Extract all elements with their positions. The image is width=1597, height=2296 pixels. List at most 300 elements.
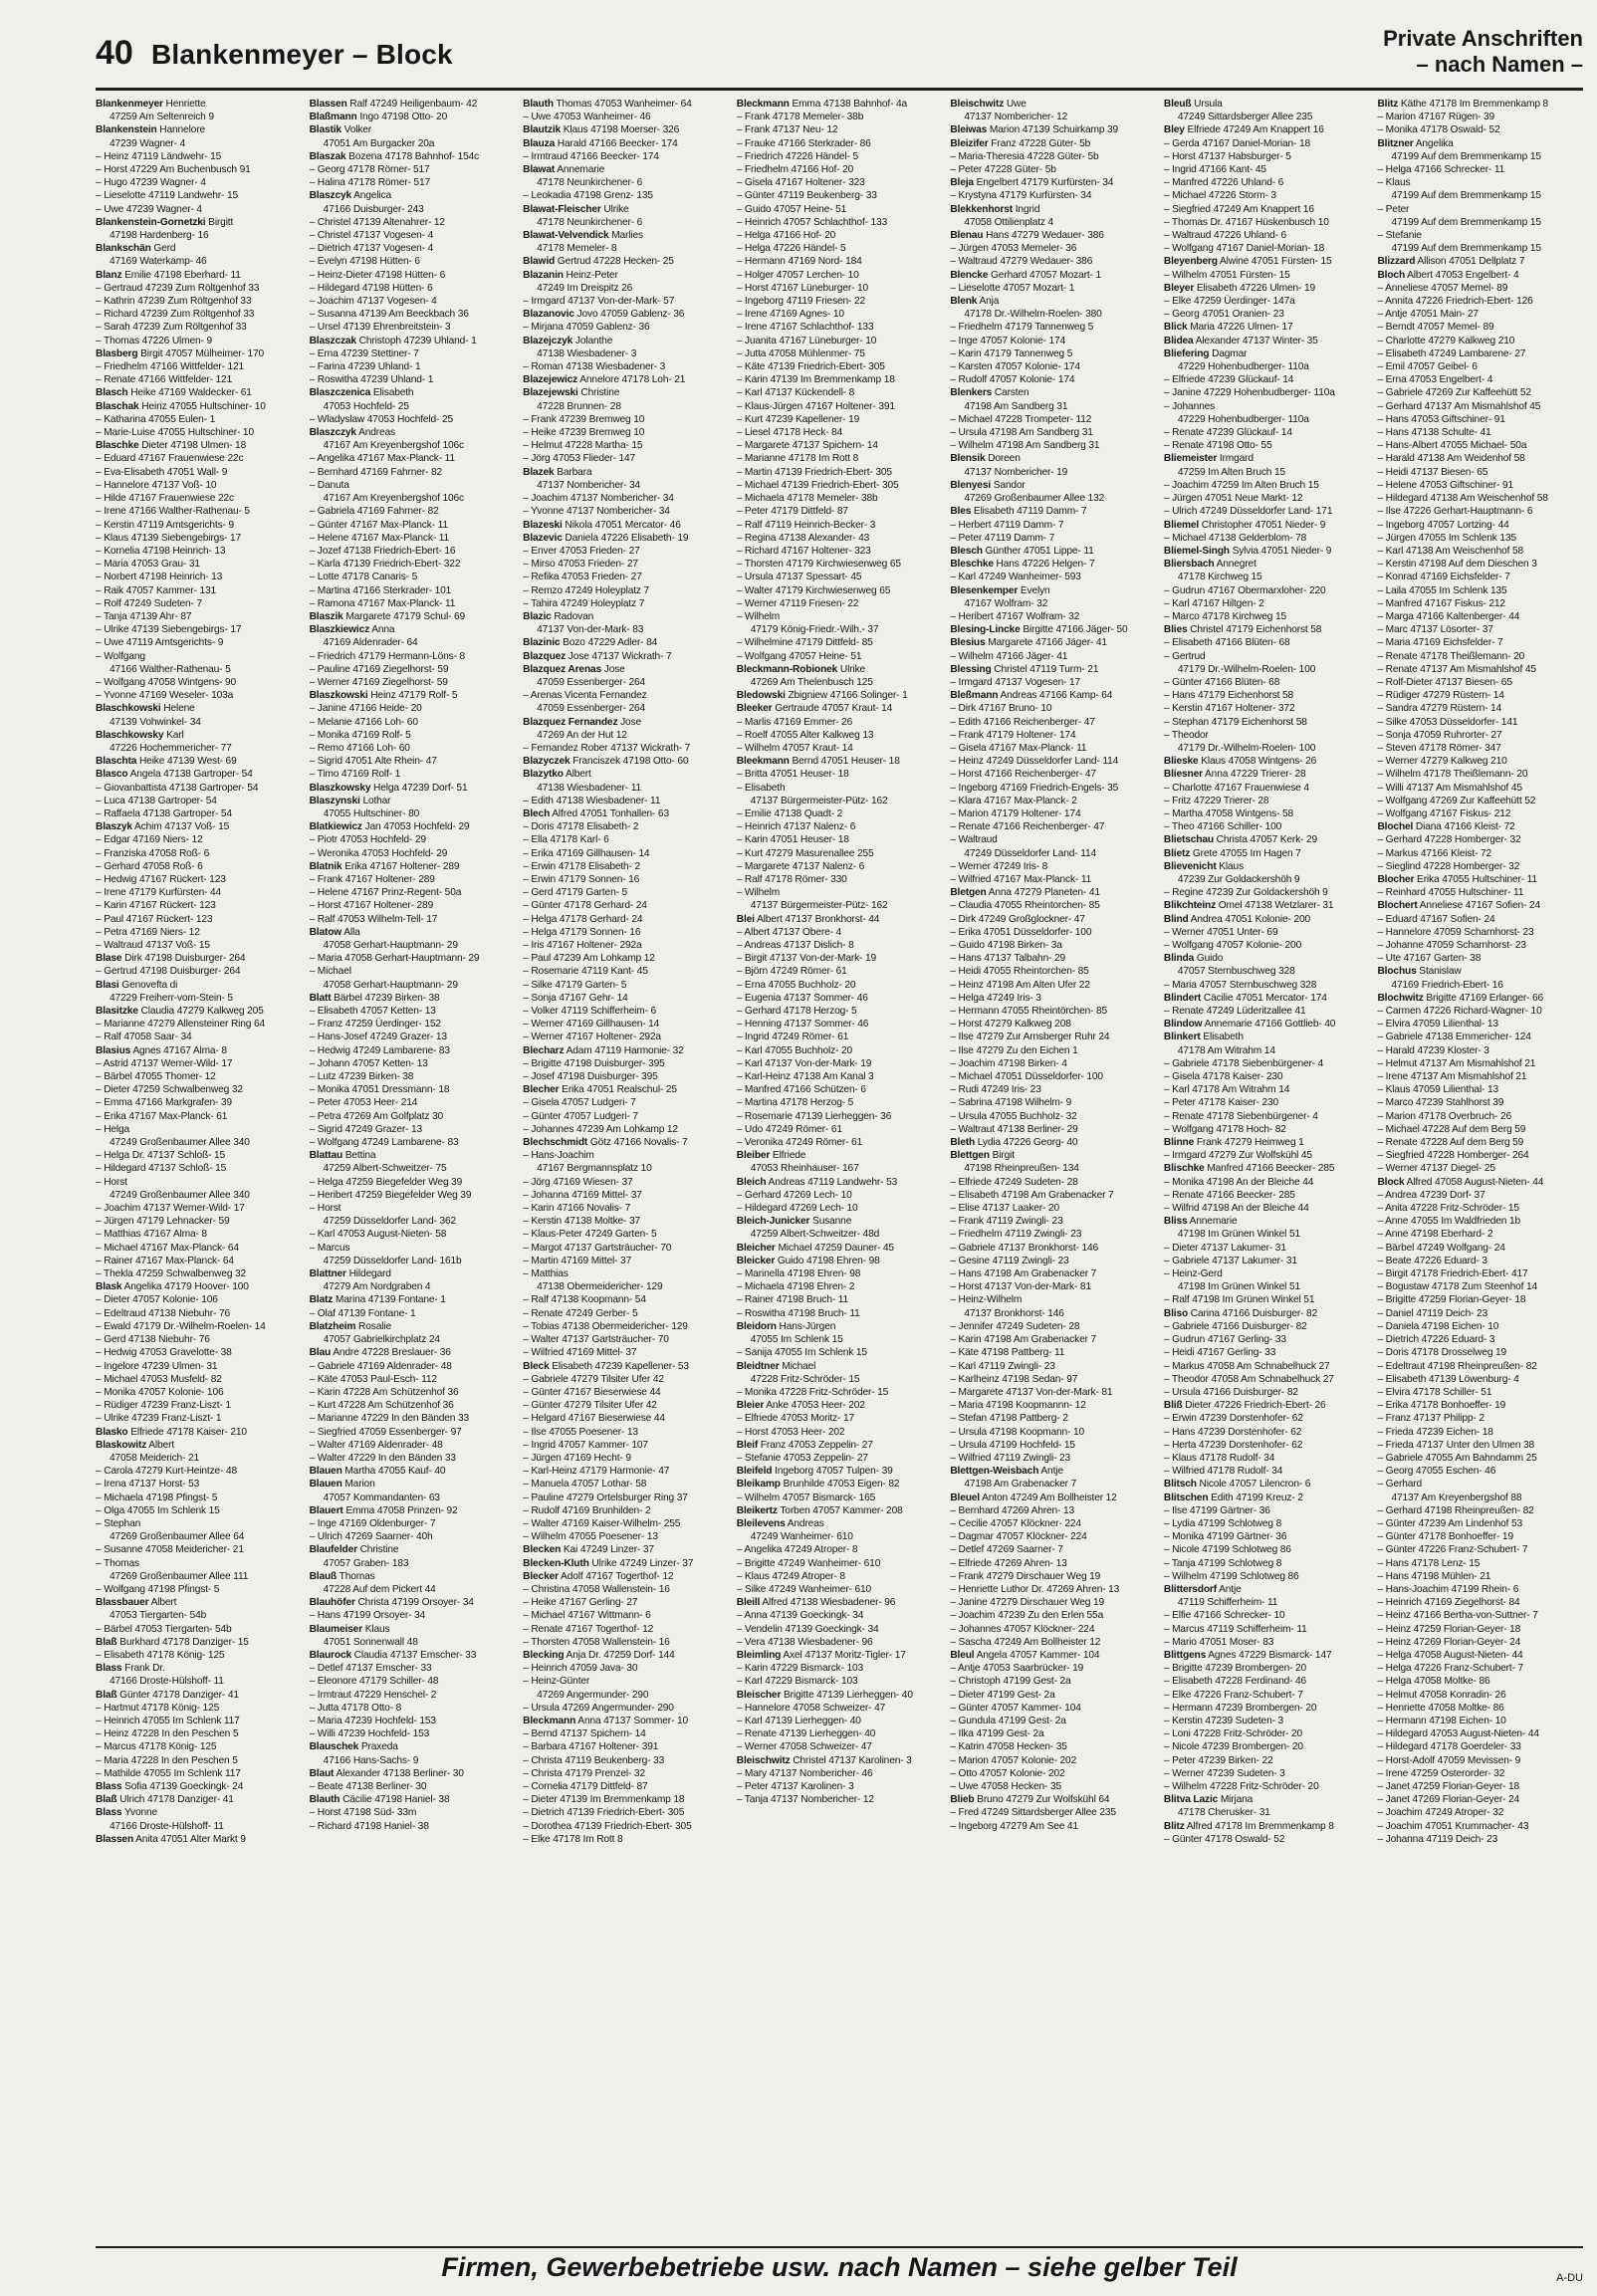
directory-entry [310, 558, 516, 571]
entry-details: Claudia 47137 Emscher- 33 [353, 1649, 477, 1661]
entry-details: – Günter 47057 Ludgeri- 7 [523, 1110, 638, 1122]
entry-details: Günther 47051 Lippe- 11 [985, 545, 1094, 557]
surname: Blievenicht [1163, 860, 1217, 872]
directory-entry [950, 242, 1156, 255]
directory-entry [96, 1465, 302, 1478]
entry-details: – Jutta 47058 Mühlenmer- 75 [736, 347, 865, 359]
entry-details: – Erwin 47239 Dorstenhofer- 62 [1163, 1413, 1303, 1425]
entry-details: – Hans 47138 Schulte- 41 [1377, 427, 1491, 439]
entry-details: – Susanne 47058 Meidericher- 21 [96, 1544, 244, 1556]
entry-details: – Werner 47169 Ziegelhorst- 59 [309, 676, 448, 688]
entry-details: 47229 Freiherr-vom-Stein- 5 [110, 992, 233, 1004]
entry-details: – Petra 47169 Niers- 12 [96, 926, 200, 938]
directory-entry [1164, 1123, 1370, 1136]
directory-entry [1377, 492, 1583, 505]
entry-details: – Elfriede 47053 Moritz- 17 [736, 1413, 854, 1425]
directory-entry [310, 295, 516, 308]
directory-entry [310, 965, 516, 978]
entry-details: 47249 Düsseldorfer Land- 114 [964, 847, 1096, 859]
directory-entry [310, 1412, 516, 1425]
directory-entry [310, 1255, 516, 1267]
entry-details: Torben 47057 Kammer- 208 [780, 1504, 903, 1516]
directory-entry [1377, 519, 1583, 532]
directory-entry [737, 282, 943, 295]
surname: Bleeker [736, 703, 773, 715]
entry-details: 47249 Wanheimer- 610 [750, 1531, 853, 1543]
entry-details: – Gesine 47119 Zwingli- 23 [950, 1255, 1069, 1266]
surname: Blauth [309, 1794, 341, 1806]
directory-entry [96, 1386, 302, 1399]
directory-entry [1377, 1689, 1583, 1702]
entry-details: – Helgard 47167 Bieserwiese 44 [523, 1413, 665, 1425]
directory-entry [1164, 1702, 1370, 1715]
surname: Blikchteinz [1163, 900, 1217, 912]
directory-entry [523, 1426, 729, 1439]
directory-entry [1377, 242, 1583, 255]
entry-details: – Frank 47119 Zwingli- 23 [950, 1216, 1063, 1228]
directory-entry [96, 1675, 302, 1688]
entry-details: – Sandra 47279 Rüstern- 14 [1377, 703, 1502, 715]
directory-entry [310, 1149, 516, 1162]
entry-details: Erika 47051 Realschul- 25 [562, 1084, 677, 1096]
directory-entry [737, 860, 943, 873]
entry-details: Annelore 47178 Loh- 21 [579, 374, 686, 386]
entry-details: – Kurt 47239 Kapellener- 19 [736, 413, 860, 425]
entry-details: – Wilhelm [736, 610, 781, 622]
directory-entry [96, 755, 302, 768]
entry-details: – Anne 47198 Eberhard- 2 [1377, 1229, 1493, 1241]
directory-entry [523, 755, 729, 768]
directory-entry [96, 505, 302, 518]
entry-details: – Waltraud 47226 Uhland- 6 [1163, 230, 1287, 242]
entry-details: – Carmen 47226 Richard-Wagner- 10 [1377, 1006, 1542, 1018]
entry-details: – Karin 47051 Heuser- 18 [736, 834, 849, 846]
entry-details: – Hildegard 47053 August-Nieten- 44 [1377, 1728, 1539, 1740]
directory-entry [1164, 426, 1370, 439]
entry-details: 47137 Bronkhorst- 146 [964, 1307, 1064, 1319]
directory-entry [96, 873, 302, 886]
directory-entry [1377, 1780, 1583, 1793]
entry-details: – Gabriele 47137 Lakumer- 31 [1163, 1255, 1297, 1266]
directory-entry [1377, 1242, 1583, 1255]
directory-entry [310, 597, 516, 610]
directory-entry [950, 1373, 1156, 1386]
directory-entry [523, 742, 729, 755]
entry-details: – Thomas [96, 1557, 139, 1569]
directory-entry [737, 1492, 943, 1504]
entry-details: – Klara 47167 Max-Planck- 2 [950, 795, 1077, 806]
directory-entry [1377, 1202, 1583, 1215]
directory-entry [96, 1044, 302, 1057]
directory-entry [96, 847, 302, 860]
entry-details: Hannelore [159, 124, 205, 136]
entry-details: 47259 Albert-Schweitzer- 75 [323, 1163, 447, 1175]
entry-details: – Helene 47167 Prinz-Regent- 50a [309, 887, 462, 899]
directory-entry [737, 1426, 943, 1439]
entry-details: – Martha 47058 Wintgens- 58 [1163, 807, 1294, 819]
entry-details: Hans 47226 Helgen- 7 [996, 559, 1095, 571]
entry-details: – Marion 47167 Rügen- 39 [1377, 112, 1495, 123]
entry-details: – Heinz 47269 Florian-Geyer- 24 [1377, 1636, 1521, 1648]
entry-details: – Joachim 47259 Im Alten Bruch 15 [1163, 479, 1319, 491]
directory-entry [950, 833, 1156, 846]
entry-details: – Horst 47137 Habsburger- 5 [1163, 150, 1291, 162]
directory-entry [523, 663, 729, 676]
entry-details: – Karin 47228 Am Schützenhof 36 [309, 1386, 459, 1398]
directory-entry [1164, 466, 1370, 479]
entry-details: – Anne 47055 Im Waldfrieden 1b [1377, 1216, 1520, 1228]
entry-details: 47058 Gerhart-Hauptmann- 29 [323, 979, 458, 991]
directory-entry [523, 1333, 729, 1346]
directory-entry [737, 1399, 943, 1412]
directory-entry [950, 1320, 1156, 1333]
directory-entry [1164, 519, 1370, 532]
surname: Bleischer [736, 1689, 782, 1701]
entry-details: – Peter 47053 Heer- 214 [309, 1097, 418, 1109]
directory-entry [310, 650, 516, 663]
directory-column [1377, 98, 1583, 2240]
surname: Blittgens [1163, 1649, 1207, 1661]
directory-entry [737, 1439, 943, 1452]
entry-details: – Karl-Heinz 47138 Am Kanal 3 [736, 1071, 874, 1083]
directory-entry [310, 203, 516, 216]
directory-entry [96, 1636, 302, 1649]
entry-details: – Heinz-Gerd [1163, 1268, 1223, 1280]
directory-column [523, 98, 729, 2240]
entry-details: Klaus 47198 Moerser- 326 [563, 124, 680, 136]
entry-details: – Gerhard 47058 Roß- 6 [96, 860, 203, 872]
surname: Blick [1163, 322, 1188, 334]
entry-details: Alfred 47138 Wiesbadener- 96 [762, 1597, 896, 1609]
directory-entry [523, 1293, 729, 1306]
entry-details: – Joachim 47051 Krummacher- 43 [1377, 1820, 1529, 1832]
directory-entry [737, 663, 943, 676]
entry-details: – Gerhard 47198 Rheinpreußen- 82 [1377, 1504, 1534, 1516]
entry-details: – Sonja 47167 Gehr- 14 [523, 992, 628, 1004]
entry-details: Michael 47259 Dauner- 45 [778, 1242, 894, 1254]
entry-details: – Karl 47053 August-Nieten- 58 [309, 1229, 447, 1241]
entry-details: – Mirso 47053 Frieden- 27 [523, 559, 638, 571]
entry-details: Hans-Jürgen [779, 1320, 836, 1332]
entry-details: – Marianne 47229 In den Bänden 33 [309, 1413, 470, 1425]
directory-entry [950, 1636, 1156, 1649]
entry-details: – Nicole 47239 Brombergen- 20 [1163, 1741, 1303, 1753]
surname: Blinne [1163, 1137, 1195, 1149]
surname: Blass [96, 1781, 122, 1792]
surname: Bleckmann [523, 1715, 576, 1726]
entry-details: – Helga 47226 Händel- 5 [736, 243, 846, 255]
directory-entry [950, 1228, 1156, 1241]
directory-entry [96, 386, 302, 399]
entry-details: – Werner 47051 Unter- 69 [1163, 926, 1278, 938]
entry-details: Albert [150, 1597, 177, 1609]
entry-details: 47259 Am Seltenreich 9 [110, 112, 214, 123]
directory-entry [737, 1412, 943, 1425]
entry-details: – Werner 47239 Sudeten- 3 [1163, 1767, 1285, 1779]
entry-details: – Ralf 47058 Saar- 34 [96, 1032, 192, 1043]
entry-details: Anna [371, 624, 395, 636]
directory-entry [950, 1293, 1156, 1306]
entry-details: – Christel 47137 Vogesen- 4 [309, 230, 434, 242]
directory-entry [523, 282, 729, 295]
directory-entry [310, 189, 516, 202]
entry-details: – Angelika 47167 Max-Planck- 11 [309, 453, 455, 465]
entry-details: Cäcilie 47051 Mercator- 174 [1203, 992, 1327, 1004]
directory-entry [950, 979, 1156, 992]
entry-details: Andreas [787, 1517, 824, 1529]
entry-details: Helene [163, 703, 195, 715]
entry-details: Barbara [557, 466, 592, 478]
entry-details: Christa 47199 Orsoyer- 34 [357, 1597, 474, 1609]
entry-details: – Wilhelm 47051 Fürsten- 15 [1163, 269, 1290, 281]
directory-entry [310, 702, 516, 715]
entry-details: Annemarie [557, 164, 605, 176]
directory-entry [1377, 1176, 1583, 1189]
entry-details: – Werner 47169 Gillhausen- 14 [523, 1019, 660, 1031]
entry-details: – Helga [96, 1123, 130, 1135]
entry-details: – Emma 47166 Markgrafen- 39 [96, 1097, 232, 1109]
entry-details: Maria 47226 Ulmen- 17 [1190, 322, 1293, 334]
entry-details: – Dietrich 47137 Vogesen- 4 [309, 243, 434, 255]
directory-entry [1377, 1110, 1583, 1123]
surname: Blawat-Velvendick [523, 230, 609, 242]
entry-details: – Gisela 47167 Max-Planck- 11 [950, 742, 1087, 754]
directory-entry [96, 282, 302, 295]
entry-details: Albert [148, 1439, 174, 1451]
entry-details: – Michaela 47198 Pfingst- 5 [96, 1492, 218, 1503]
directory-entry [1164, 269, 1370, 282]
entry-details: 47166 Walther-Rathenau- 5 [110, 663, 231, 675]
directory-entry [96, 1215, 302, 1228]
entry-details: – Ilse 47279 Zur Arnsberger Ruhr 24 [950, 1032, 1110, 1043]
directory-entry [1164, 439, 1370, 452]
entry-details: – Eugenia 47137 Sommer- 46 [736, 992, 868, 1004]
directory-entry [1377, 768, 1583, 781]
entry-details: 47169 Waterkamp- 46 [110, 256, 207, 268]
surname: Bleill [736, 1597, 761, 1609]
entry-details: – Friedhelm 47166 Wittfelder- 121 [96, 361, 245, 373]
surname: Blaszczak [309, 335, 356, 346]
directory-entry [96, 216, 302, 229]
entry-details: – Enver 47053 Frieden- 27 [523, 545, 640, 557]
directory-entry [310, 1727, 516, 1740]
entry-details: – Gabriele 47178 Siebenbürgener- 4 [1163, 1057, 1324, 1069]
directory-entry [1164, 807, 1370, 820]
directory-entry [737, 1662, 943, 1675]
directory-entry [950, 860, 1156, 873]
entry-details: – Michael 47226 Storm- 3 [1163, 190, 1276, 202]
directory-entry [96, 742, 302, 755]
entry-details: – Friedhelm 47166 Hof- 20 [736, 164, 854, 176]
entry-details: – Wolfgang 47249 Lambarene- 83 [309, 1137, 459, 1149]
directory-entry [1377, 466, 1583, 479]
entry-details: – Britta 47051 Heuser- 18 [736, 769, 849, 781]
entry-details: – Dietrich 47139 Friedrich-Ebert- 305 [523, 1807, 685, 1819]
surname: Bleifeld [736, 1466, 773, 1478]
entry-details: – Waltraut 47138 Berliner- 29 [950, 1123, 1078, 1135]
directory-entry [96, 782, 302, 795]
directory-entry [737, 1715, 943, 1727]
directory-entry [950, 636, 1156, 649]
directory-entry [310, 1754, 516, 1767]
directory-entry [1164, 98, 1370, 111]
directory-entry [96, 1806, 302, 1819]
entry-details: – Hannelore 47137 Voß- 10 [96, 479, 217, 491]
entry-details: – Richard 47167 Holtener- 323 [736, 545, 871, 557]
entry-details: – Wolfgang [96, 650, 145, 662]
entry-details: – Brigitte 47249 Wanheimer- 610 [736, 1557, 881, 1569]
directory-entry [1164, 729, 1370, 742]
entry-details: – Margarete 47137 Nalenz- 6 [736, 860, 865, 872]
directory-entry [737, 1057, 943, 1070]
entry-details: – Roman 47138 Wiesbadener- 3 [523, 361, 666, 373]
entry-details: 47228 Brunnen- 28 [537, 400, 621, 412]
entry-details: – Hedwig 47167 Rückert- 123 [96, 873, 226, 885]
entry-details: – Carola 47279 Kurt-Heintze- 48 [96, 1466, 238, 1478]
entry-details: – Uwe 47053 Wanheimer- 46 [523, 112, 651, 123]
entry-details: – Mirjana 47059 Gablenz- 36 [523, 322, 650, 334]
entry-details: – Laila 47055 Im Schlenk 135 [1377, 584, 1507, 596]
directory-entry [1377, 1044, 1583, 1057]
entry-details: – Karin 47166 Novalis- 7 [523, 1203, 631, 1215]
directory-entry [1377, 163, 1583, 176]
entry-details: – Bogustaw 47178 Zum Steenhof 14 [1377, 1281, 1538, 1293]
entry-details: – Josef 47198 Duisburger- 395 [523, 1071, 658, 1083]
entry-details: Gerd [153, 243, 176, 255]
entry-details: – Wolfgang 47167 Fiskus- 212 [1377, 807, 1511, 819]
directory-entry [310, 1702, 516, 1715]
entry-details: – Refika 47053 Frieden- 27 [523, 572, 642, 583]
entry-details: – Joachim 47198 Birken- 4 [950, 1057, 1067, 1069]
directory-entry [950, 650, 1156, 663]
directory-entry [96, 1492, 302, 1504]
entry-details: Engelbert 47179 Kurfürsten- 34 [976, 177, 1114, 189]
entry-details: – Remzo 47249 Holeyplatz 7 [523, 584, 650, 596]
entry-details: – Karl 47167 Hiltgen- 2 [1163, 597, 1264, 609]
directory-entry [950, 1649, 1156, 1662]
directory-entry [523, 1806, 729, 1819]
directory-entry [950, 295, 1156, 308]
entry-details: – Hannelore 47058 Schweizer- 47 [736, 1702, 886, 1714]
directory-entry [737, 610, 943, 623]
entry-details: Heike 47139 West- 69 [138, 756, 237, 768]
entry-details: Angelica [353, 190, 392, 202]
directory-entry [737, 176, 943, 189]
directory-entry [737, 1293, 943, 1306]
directory-entry [96, 98, 302, 111]
directory-entry [310, 833, 516, 846]
surname: Bliemeister [1163, 453, 1218, 465]
entry-details: – Irene 47166 Walther-Rathenau- 5 [96, 506, 250, 518]
entry-details: – Doris 47178 Drosselweg 19 [1377, 1347, 1507, 1359]
entry-details: – Liesel 47178 Heck- 84 [736, 427, 843, 439]
directory-entry [1164, 820, 1370, 833]
entry-details: – Bärbel 47055 Thomer- 12 [96, 1071, 216, 1083]
surname: Bliso [1163, 1307, 1189, 1319]
entry-details: – Rudi 47249 Iris- 23 [950, 1084, 1041, 1096]
entry-details: – Günter 47167 Bieserwiese 44 [523, 1386, 661, 1398]
entry-details: Nikola 47051 Mercator- 46 [565, 519, 681, 531]
directory-entry [737, 1307, 943, 1320]
surname: Blatt [309, 992, 332, 1004]
directory-entry [523, 886, 729, 899]
entry-details: – Monika 47198 An der Bleiche 44 [1163, 1176, 1314, 1188]
entry-details: – Irmtraud 47166 Beecker- 174 [523, 150, 659, 162]
entry-details: – Brigitte 47259 Florian-Geyer- 18 [1377, 1294, 1526, 1306]
directory-entry [310, 636, 516, 649]
entry-details: – Käte 47198 Pattberg- 11 [950, 1347, 1065, 1359]
directory-entry [737, 1136, 943, 1149]
directory-entry [950, 150, 1156, 163]
entry-details: Alwine 47051 Fürsten- 15 [1220, 256, 1332, 268]
directory-entry [96, 1333, 302, 1346]
entry-details: 47139 Vohwinkel- 34 [110, 716, 201, 728]
entry-details: – Jürgen 47055 Im Schlenk 135 [1377, 532, 1516, 544]
entry-details: Bruno 47279 Zur Wolfskühl 64 [977, 1794, 1110, 1806]
entry-details: – Günter 47178 Bonhoeffer- 19 [1377, 1531, 1513, 1543]
directory-entry [523, 1623, 729, 1636]
entry-details: – Michael 47167 Wittmann- 6 [523, 1610, 651, 1622]
surname: Block [1377, 1176, 1405, 1188]
directory-entry [523, 335, 729, 347]
directory-entry [523, 426, 729, 439]
directory-entry [1377, 795, 1583, 807]
entry-details: – Weronika 47053 Hochfeld- 29 [309, 847, 448, 859]
directory-entry [1377, 847, 1583, 860]
directory-entry [1164, 650, 1370, 663]
entry-details: 47053 Hochfeld- 25 [323, 400, 409, 412]
directory-entry [96, 1623, 302, 1636]
entry-details: – Elisabeth 47178 König- 125 [96, 1649, 225, 1661]
directory-entry [950, 1267, 1156, 1280]
directory-entry [96, 1162, 302, 1175]
directory-entry [1377, 282, 1583, 295]
directory-entry [1377, 1320, 1583, 1333]
directory-entry [1164, 282, 1370, 295]
directory-entry [1377, 676, 1583, 689]
entry-details: Allison 47051 Dellplatz 7 [1417, 256, 1525, 268]
directory-entry [310, 1070, 516, 1083]
directory-entry [1164, 189, 1370, 202]
entry-details: 47269 Großenbaumer Allee 111 [110, 1570, 249, 1582]
directory-entry [310, 1242, 516, 1255]
surname: Blaszczenica [309, 387, 371, 399]
entry-details: – Karl 47139 Lierheggen- 40 [736, 1715, 861, 1726]
surname: Blaschkowsky [96, 729, 164, 741]
directory-entry [737, 1110, 943, 1123]
directory-entry [1377, 860, 1583, 873]
directory-entry [96, 137, 302, 150]
surname: Blochel [1377, 821, 1414, 833]
entry-details: Omel 47138 Wetzlarer- 31 [1218, 900, 1334, 912]
directory-entry [1164, 597, 1370, 610]
directory-entry [1164, 1689, 1370, 1702]
entry-details: 47259 Düsseldorfer Land- 161b [323, 1255, 462, 1266]
entry-details: Genovefta di [121, 979, 178, 991]
directory-entry [96, 123, 302, 136]
entry-details: – Karl 47138 Am Weischenhof 58 [1377, 545, 1523, 557]
directory-entry [1377, 1754, 1583, 1767]
directory-entry [96, 1596, 302, 1609]
directory-entry [1377, 584, 1583, 597]
directory-entry [1377, 1215, 1583, 1228]
directory-entry [523, 584, 729, 597]
footer-note: Firmen, Gewerbebetriebe usw. nach Namen – siehe gelber Teil [441, 2252, 1238, 2282]
entry-details: – Detlef 47137 Emscher- 33 [309, 1663, 432, 1675]
surname: Blietz [1163, 847, 1191, 859]
directory-entry [950, 360, 1156, 373]
entry-details: – Silke 47179 Garten- 5 [523, 979, 627, 991]
